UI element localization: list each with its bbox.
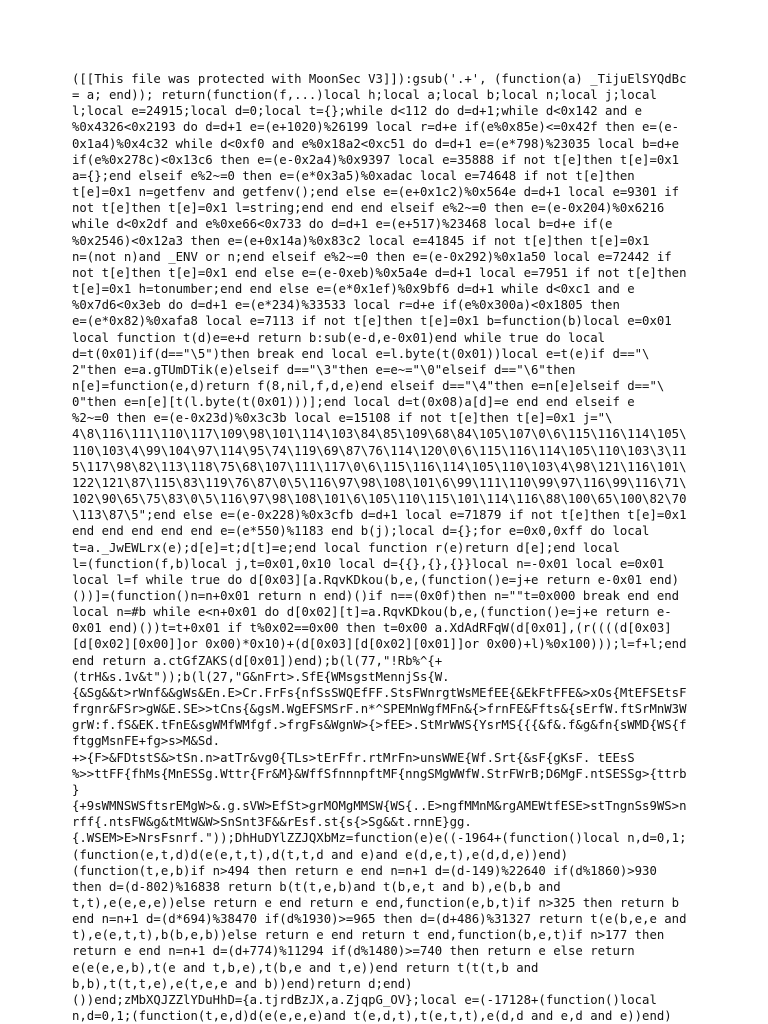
code-line: 0x01 end)())t=t+0x01 if t%0x02==0x00 then t=0x00 a.XdAdRFqW(d[0x01],(r((((d[0x03] (72, 621, 672, 636)
code-line: %2~=0 then e=(e-0x23d)%0x3c3b local e=15108 if not t[e]then t[e]=0x1 j="\ (72, 411, 613, 426)
code-line: a={};end elseif e%2~=0 then e=(e*0x3a5)%0xadac local e=74648 if not t[e]then (72, 168, 635, 183)
code-line: ())end;zMbXQJZZlYDuHhD={a.tjrdBzJX,a.ZjqpG_OV};local e=(-17128+(function()local (72, 992, 657, 1007)
code-line: then d=(d-802)%16838 return b(t(t,e,b)and t(b,e,t and b),e(b,b and (72, 879, 561, 894)
code-line: (function(e,t,d)d(e(e,t,t),d(t,t,d and e)and e(d,e,t),e(d,d,e))end) (72, 847, 569, 862)
code-line: l=(function(f,b)local j,t=0x01,0x10 local d={{},{},{}}local n=-0x01 local e=0x01 (72, 556, 665, 571)
document-page (72, 71, 712, 1024)
code-line: not t[e]then t[e]=0x1 end else e=(e-0xeb)%0x5a4e d=d+1 local e=7951 if not t[e]then (72, 265, 687, 280)
code-line: local l=f while true do d[0x03][a.RqvKDkou(b,e,(function()e=j+e return e-0x01 end) (72, 572, 680, 587)
code-line: t[e]=0x1 h=tonumber;end end else e=(e*0x1ef)%0x9bf6 d=d+1 while d<0xc1 and e (72, 282, 635, 297)
code-line: t,t),e(e,e,e))else return e end return e end,function(e,b,t)if n>325 then return b (72, 895, 680, 910)
code-line: l;local e=24915;local d=0;local t={};while d<112 do d=d+1;while d<0x142 and e (72, 104, 643, 119)
code-line: 0"then e=n[e][t(l.byte(t(0x01)))];end local d=t(0x08)a[d]=e end end elseif e (72, 395, 635, 410)
code-line: if(e%0x278c)<0x13c6 then e=(e-0x2a4)%0x9397 local e=35888 if not t[e]then t[e]=0x1 (72, 152, 680, 167)
code-line: {+9sWMNSWSftsrEMgW>&.g.sVW>EfSt>grMOMgMMSW{WS{..E>ngfMMnM&rgAMEWtfESE>stTngnSs9WS>n (72, 799, 687, 814)
code-line: 4\8\116\111\110\117\109\98\101\114\103\84\85\109\68\84\105\107\0\6\115\116\114\105\ (72, 427, 687, 442)
code-line: } (72, 782, 80, 797)
code-line: b,b),t(t,t,e),e(t,e,e and b))end)return d;end) (72, 976, 413, 991)
code-line: t[e]=0x1 n=getfenv and getfenv();end else e=(e+0x1c2)%0x564e d=d+1 local e=9301 if (72, 185, 680, 200)
code-line: %0x7d6<0x3eb do d=d+1 e=(e*234)%33533 local r=d+e if(e%0x300a)<0x1805 then (72, 298, 620, 313)
code-line: 102\90\65\75\83\0\5\116\97\98\108\101\6\105\110\115\101\114\116\88\100\65\100\82\70 (72, 492, 687, 507)
code-line: (function(t,e,b)if n>494 then return e end n=n+1 d=(d-149)%22640 if(d%1860)>930 (72, 863, 657, 878)
code-line: end return a.ctGfZAKS(d[0x01])end);b(l(77,"!Rb%^{+ (72, 653, 443, 668)
code-line: %0x2546)<0x12a3 then e=(e+0x14a)%0x83c2 local e=41845 if not t[e]then t[e]=0x1 (72, 233, 650, 248)
code-line: return e end n=n+1 d=(d+774)%11294 if(d%1480)>=740 then return e else return (72, 944, 635, 959)
code-line: {.WSEM>E>NrsFsnrf."));DhHuDYlZZJQXbMz=function(e)e((-1964+(function()local n,d=0,1; (72, 831, 687, 846)
code-line: {&Sg&&t>rWnf&&gWs&En.E>Cr.FrFs{nfSsSWQEfFF.StsFWnrgtWsMEfEE{&EkFtFFE&>xOs{MtEFSEtsF (72, 685, 687, 700)
code-line: n,d=0,1;(function(t,e,d)d(e(e,e,e)and t(e,d,t),t(e,t,t),e(d,d and e,d and e))end) (72, 1009, 672, 1024)
code-line: d=t(0x01)if(d=="\5")then break end local e=l.byte(t(0x01))local e=t(e)if d=="\ (72, 346, 650, 361)
code-line: while d<0x2df and e%0xe66<0x733 do d=d+1 e=(e+517)%23468 local b=d+e if(e (72, 217, 613, 232)
code-line: \113\87\5";end else e=(e-0x228)%0x3cfb d=d+1 local e=71879 if not t[e]then t[e]=0x1 (72, 508, 687, 523)
code-line: ([[This file was protected with MoonSec V3]]):gsub('.+', (function(a) _TijuElSYQdBc (72, 72, 687, 86)
code-line: local n=#b while e<n+0x01 do d[0x02][t]=a.RqvKDkou(b,e,(function()e=j+e return e- (72, 605, 672, 620)
code-line: ())]=(function()n=n+0x01 return n end)()if n==(0x0f)then n=""t=0x000 break end end (72, 589, 680, 603)
code-line: (trH&s.1v&t"));b(l(27,"G&nFrt>.SfE{WMsgstMennjSs{W. (72, 669, 450, 684)
code-line: rff{.ntsFW&g&tMtW&W>SnSnt3F&&rEsf.st{s{>Sg&&t.rnnE}gg. (72, 815, 472, 830)
code-line: t),e(e,t,t),b(b,e,b))else return e end return t end,function(b,e,t)if n>177 then (72, 928, 665, 943)
code-line: e(e(e,e,b),t(e and t,b,e),t(b,e and t,e))end return t(t(t,b and (72, 960, 539, 975)
code-line: [d[0x02][0x00]]or 0x00)*0x10)+(d[0x03][d[0x02][0x01]]or 0x00)+l)%0x100)));l=f+l;end (72, 637, 687, 652)
code-line: local function t(d)e=e+d return b:sub(e-d,e-0x01)end while true do local (72, 330, 606, 345)
obfuscated-lua-source (72, 71, 712, 1024)
code-line: +>{F>&FDtstS&>tSn.n>atTr&vg0{TLs>tErFfr.rtMrFn>unsWWE{Wf.Srt{&sF{gKsF. tEEsS (72, 750, 635, 765)
code-line: 2"then e=a.gTUmDTik(e)elseif d=="\3"then e=e~="\0"elseif d=="\6"then (72, 362, 576, 377)
code-line: ftggMsnFE+fg>s>M&Sd. (72, 734, 221, 749)
code-line: 110\103\4\99\104\97\114\95\74\119\69\87\76\114\120\0\6\115\116\114\105\110\103\3\11 (72, 443, 687, 458)
code-line: n=(not n)and _ENV or n;end elseif e%2~=0 then e=(e-0x292)%0x1a50 local e=72442 if (72, 249, 672, 264)
code-line: 122\121\87\115\83\119\76\87\0\5\116\97\98\108\101\6\99\111\110\99\97\116\99\116\71\ (72, 475, 687, 490)
code-line: 0x1a4)%0x4c32 while d<0xf0 and e%0x18a2<0xc51 do d=d+1 e=(e*798)%23035 local b=d+e (72, 136, 680, 151)
code-line: end end end end end e=(e*550)%1183 end b(j);local d={};for e=0x0,0xff do local (72, 524, 650, 539)
code-line: end n=n+1 d=(d*694)%38470 if(d%1930)>=965 then d=(d+486)%31327 return t(e(b,e,e and (72, 912, 687, 927)
code-line: n[e]=function(e,d)return f(8,nil,f,d,e)end elseif d=="\4"then e=n[e]elseif d=="\ (72, 378, 665, 393)
code-line: t=a._JwEWLrx(e);d[e]=t;d[t]=e;end local function r(e)return d[e];end local (72, 540, 620, 555)
code-line: %>>ttFF{fhMs{MnESSg.Wttr{Fr&M}&WffSfnnnpftMF{nngSMgWWfW.StrFWrB;D6MgF.ntSESSg>{ttrb (72, 766, 687, 781)
code-line: not t[e]then t[e]=0x1 l=string;end end end elseif e%2~=0 then e=(e-0x204)%0x6216 (72, 201, 665, 216)
code-line: = a; end)); return(function(f,...)local h;local a;local b;local n;local j;local (72, 88, 657, 103)
code-line: frgnr&FSr>gW&E.SE>>tCns{&gsM.WgEFSMSrF.n*^SPEMnWgfMFn&{>frnFE&Ffts&{sErfW.ftSrMnW3W (72, 702, 687, 717)
code-line: grW:f.fS&EK.tFnE&sgWMfWMfgf.>frgFs&WgnW>{>fEE>.StMrWWS{YsrMS{{{&f&.f&g&fn{sWMD{WS{f (72, 718, 687, 733)
code-line: 5\117\98\82\113\118\75\68\107\111\117\0\6\115\116\114\105\110\103\4\98\121\116\101\ (72, 459, 687, 474)
code-line: e=(e*0x82)%0xafa8 local e=7113 if not t[e]then t[e]=0x1 b=function(b)local e=0x01 (72, 314, 672, 329)
code-line: %0x4326<0x2193 do d=d+1 e=(e+1020)%26199 local r=d+e if(e%0x85e)<=0x42f then e=(e- (72, 120, 680, 135)
